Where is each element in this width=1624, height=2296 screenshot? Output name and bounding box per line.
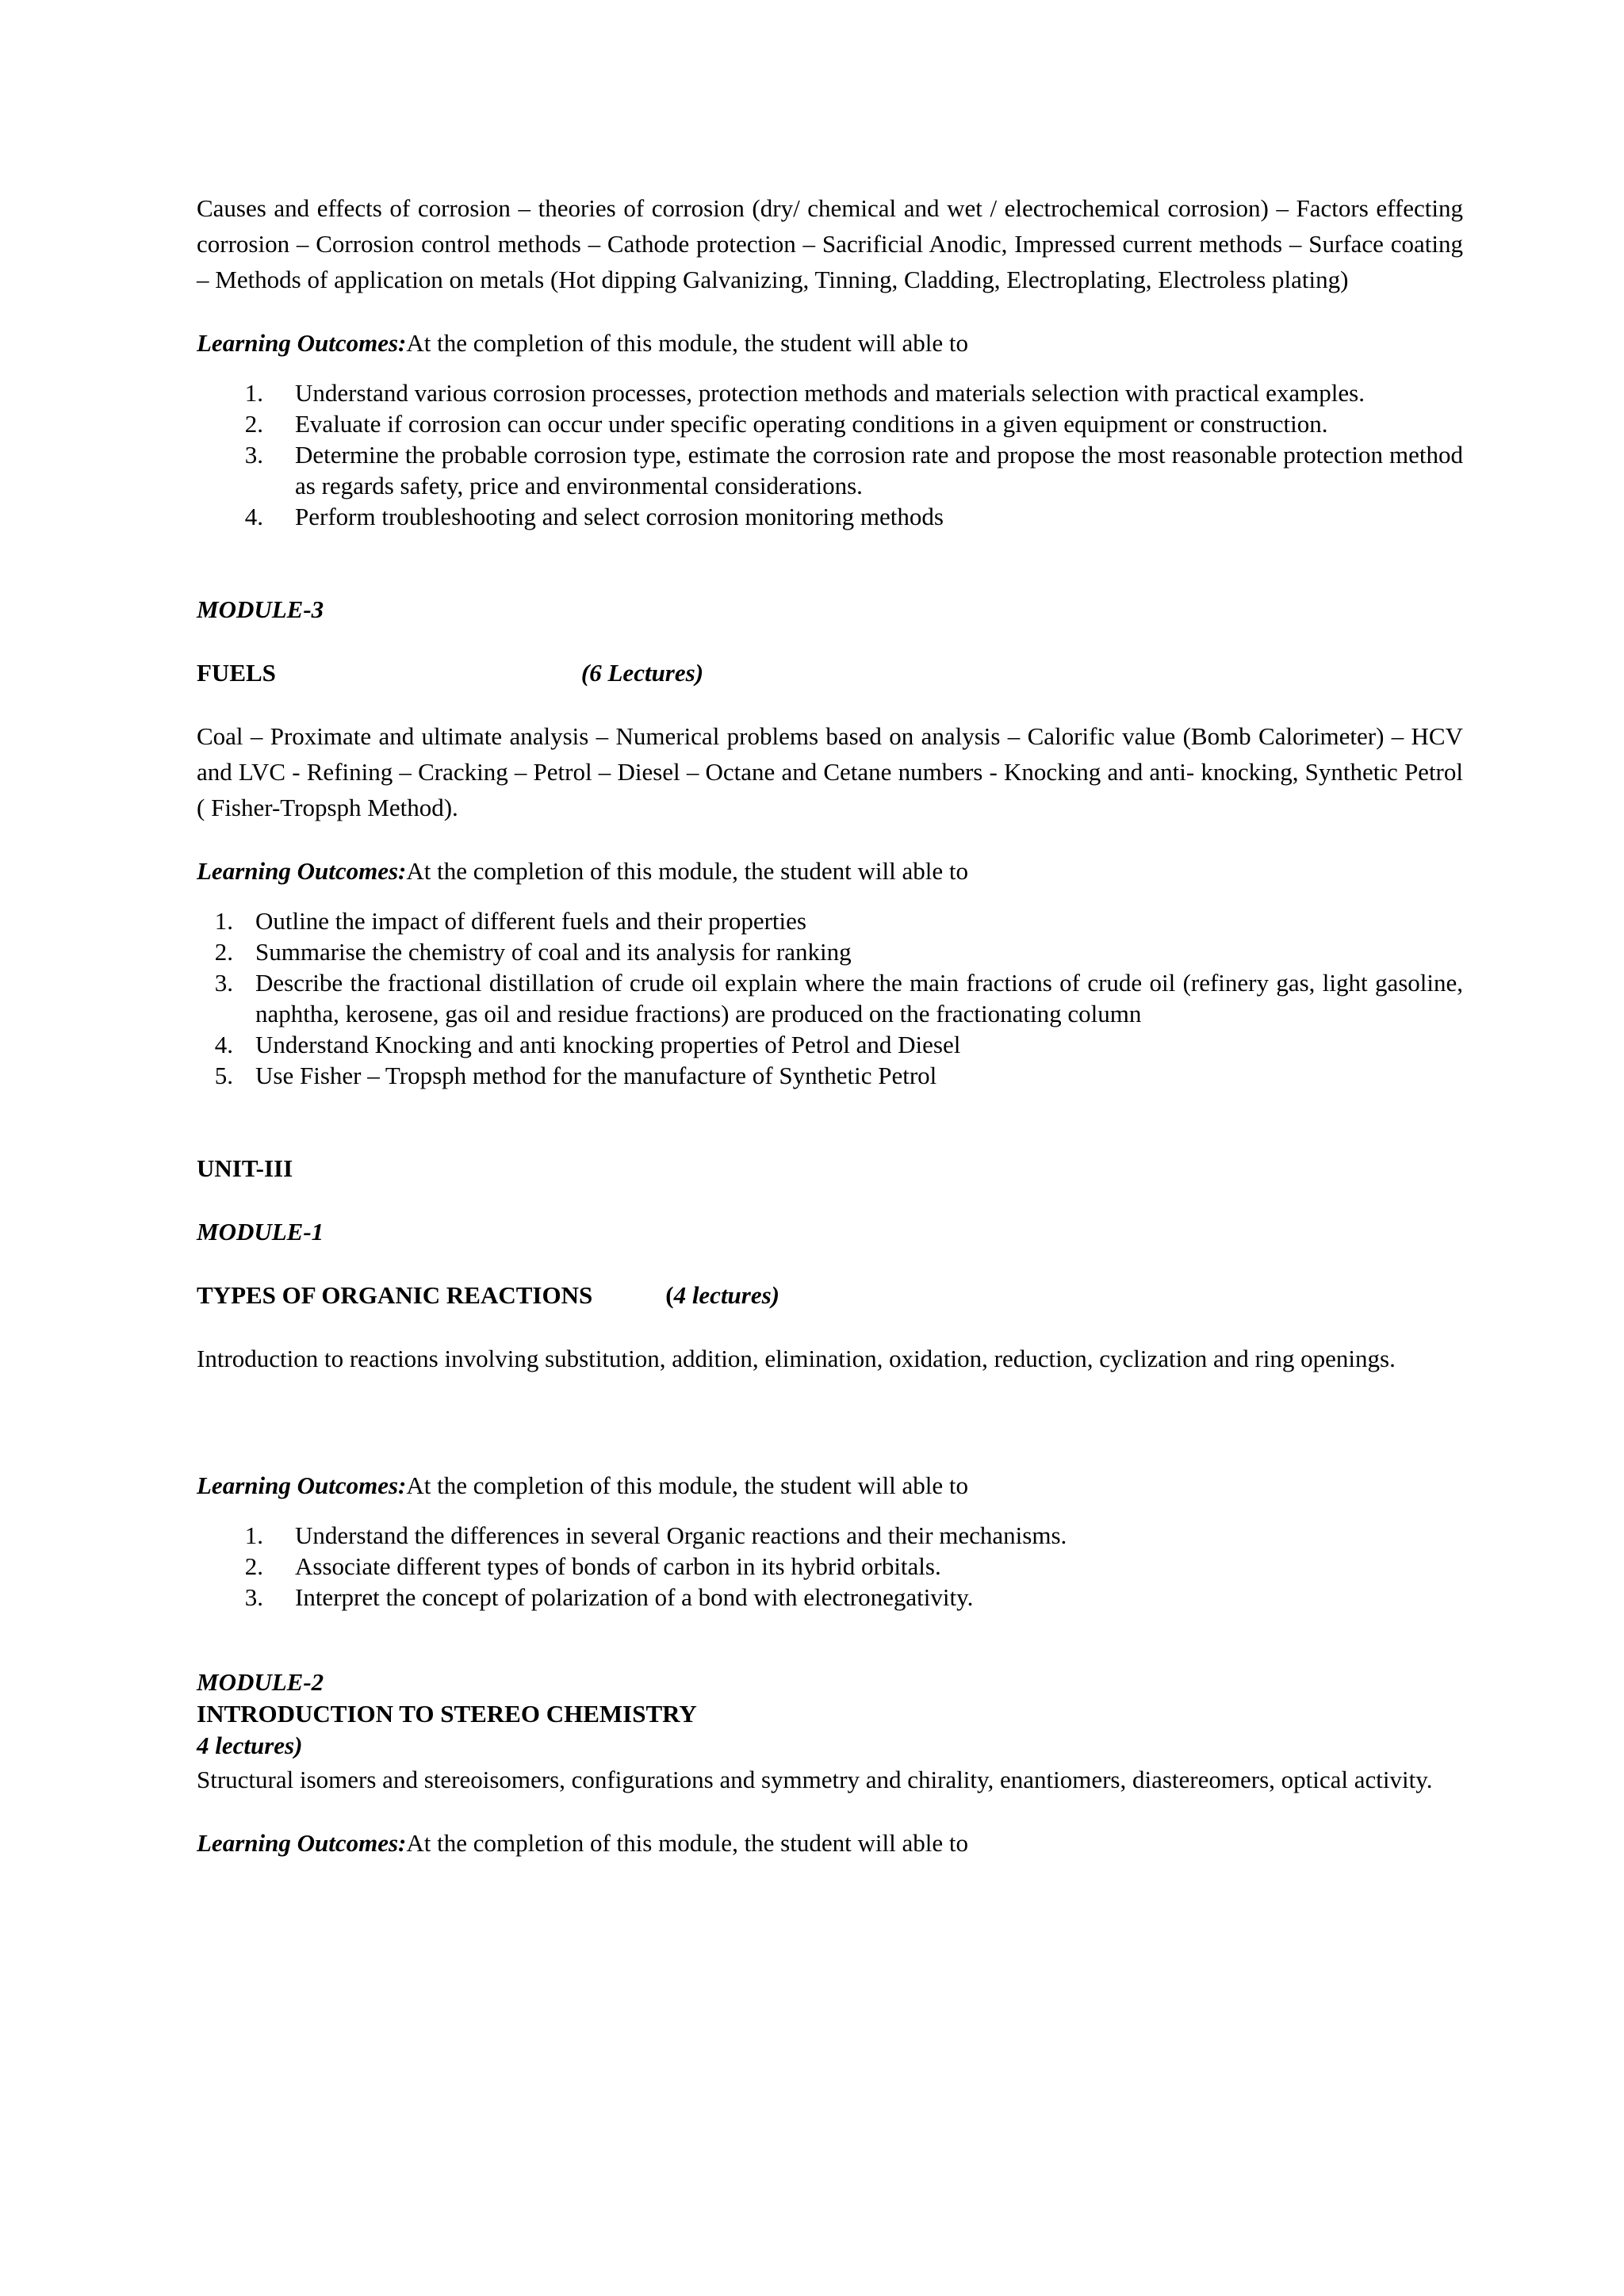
- list-text: Evaluate if corrosion can occur under specific operating conditions in a given equipment or construction.: [295, 410, 1328, 438]
- learning-outcomes-intro: At the completion of this module, the student will able to: [406, 857, 968, 885]
- list-item: [197, 905, 1463, 936]
- list-text: Understand various corrosion processes, protection methods and materials selection with practical examples.: [295, 379, 1365, 407]
- list-item: [197, 1582, 1463, 1613]
- page-content: [197, 190, 1463, 1861]
- unit-heading: UNIT-III: [197, 1154, 293, 1182]
- list-number: 5.: [214, 1062, 233, 1089]
- stereo-syllabus: Structural isomers and stereoisomers, configurations and symmetry and chirality, enantiomers, diastereomers, optical activity.: [197, 1766, 1433, 1793]
- section-heading-stereo: INTRODUCTION TO STEREO CHEMISTRY: [197, 1700, 697, 1728]
- list-number: 2.: [244, 410, 263, 438]
- list-text: Use Fisher – Tropsph method for the manufacture of Synthetic Petrol: [255, 1062, 937, 1089]
- corrosion-syllabus: Causes and effects of corrosion – theories of corrosion (dry/ chemical and wet / electrochemical corrosion) – Factors effecting corrosion – Corrosion control methods – Cathode protection – Sacrificial Anodic, Impressed current methods – Surface coating – Methods of application on metals (Hot dipping Galvanizing, Tinning, Cladding, Electroplating, Electroless plating): [197, 194, 1463, 293]
- learning-outcomes-intro: At the completion of this module, the student will able to: [406, 1471, 968, 1499]
- module-heading: MODULE-2: [197, 1668, 324, 1696]
- list-number: 1.: [214, 907, 233, 935]
- list-text: Understand Knocking and anti knocking properties of Petrol and Diesel: [255, 1031, 961, 1058]
- learning-outcomes-intro: At the completion of this module, the student will able to: [406, 329, 968, 357]
- list-item: [197, 936, 1463, 967]
- list-text: Summarise the chemistry of coal and its analysis for ranking: [255, 938, 852, 966]
- corrosion-outcomes-list: [197, 377, 1463, 532]
- list-item: [197, 377, 1463, 408]
- lecture-count: 4 lectures): [197, 1732, 303, 1759]
- list-number: 2.: [214, 938, 233, 966]
- list-item: [197, 439, 1463, 501]
- list-text: Outline the impact of different fuels and their properties: [255, 907, 806, 935]
- list-item: [197, 408, 1463, 439]
- list-text: Associate different types of bonds of carbon in its hybrid orbitals.: [295, 1552, 941, 1580]
- section-title: TYPES OF ORGANIC REACTIONS: [197, 1281, 593, 1309]
- learning-outcomes-label: Learning Outcomes:: [197, 1829, 407, 1857]
- list-number: 1.: [244, 1521, 263, 1549]
- list-number: 4.: [214, 1031, 233, 1058]
- module-heading: MODULE-1: [197, 1218, 324, 1246]
- fuels-syllabus: Coal – Proximate and ultimate analysis – Numerical problems based on analysis – Calorific value (Bomb Calorimeter) – HCV and LVC - Refining – Cracking – Petrol – Diesel – Octane and Cetane numbers - Knocking and anti- knocking, Synthetic Petrol ( Fisher-Tropsph Method).: [197, 722, 1463, 821]
- list-item: [197, 1029, 1463, 1060]
- section-heading-organic-reactions: [197, 1277, 1463, 1313]
- learning-outcomes-label: Learning Outcomes:: [197, 1471, 407, 1499]
- list-item: [197, 501, 1463, 532]
- list-item: [197, 1060, 1463, 1091]
- section-heading-fuels: [197, 655, 1463, 691]
- corrosion-learning-outcomes: [197, 325, 1463, 361]
- stereo-learning-outcomes: [197, 1825, 1463, 1861]
- list-number: 4.: [244, 503, 263, 530]
- list-item: [197, 967, 1463, 1029]
- lecture-count: (6 Lectures): [580, 659, 704, 687]
- list-text: Perform troubleshooting and select corrosion monitoring methods: [295, 503, 944, 530]
- list-text: Understand the differences in several Organic reactions and their mechanisms.: [295, 1521, 1067, 1549]
- list-number: 3.: [244, 1583, 263, 1611]
- fuels-outcomes-list: [197, 905, 1463, 1091]
- list-text: Determine the probable corrosion type, estimate the corrosion rate and propose the most reasonable protection method as regards safety, price and environmental considerations.: [295, 441, 1463, 499]
- list-number: 2.: [244, 1552, 263, 1580]
- list-number: 1.: [244, 379, 263, 407]
- list-number: 3.: [214, 969, 233, 997]
- learning-outcomes-intro: At the completion of this module, the student will able to: [406, 1829, 968, 1857]
- learning-outcomes-label: Learning Outcomes:: [197, 329, 407, 357]
- section-title: FUELS: [197, 659, 276, 687]
- organic-learning-outcomes: [197, 1468, 1463, 1503]
- list-item: [197, 1551, 1463, 1582]
- learning-outcomes-label: Learning Outcomes:: [197, 857, 407, 885]
- lecture-paren: (: [665, 1281, 674, 1309]
- module-heading: MODULE-3: [197, 595, 324, 623]
- list-text: Describe the fractional distillation of crude oil explain where the main fractions of crude oil (refinery gas, light gasoline, naphtha, kerosene, gas oil and residue fractions) are produced on the fractionating column: [255, 969, 1463, 1027]
- organic-reactions-syllabus: Introduction to reactions involving substitution, addition, elimination, oxidation, reduction, cyclization and ring openings.: [197, 1345, 1396, 1372]
- list-text: Interpret the concept of polarization of a bond with electronegativity.: [295, 1583, 974, 1611]
- organic-outcomes-list: [197, 1520, 1463, 1613]
- fuels-learning-outcomes: [197, 853, 1463, 889]
- list-item: [197, 1520, 1463, 1551]
- list-number: 3.: [244, 441, 263, 469]
- lecture-count: 4 lectures): [673, 1281, 780, 1309]
